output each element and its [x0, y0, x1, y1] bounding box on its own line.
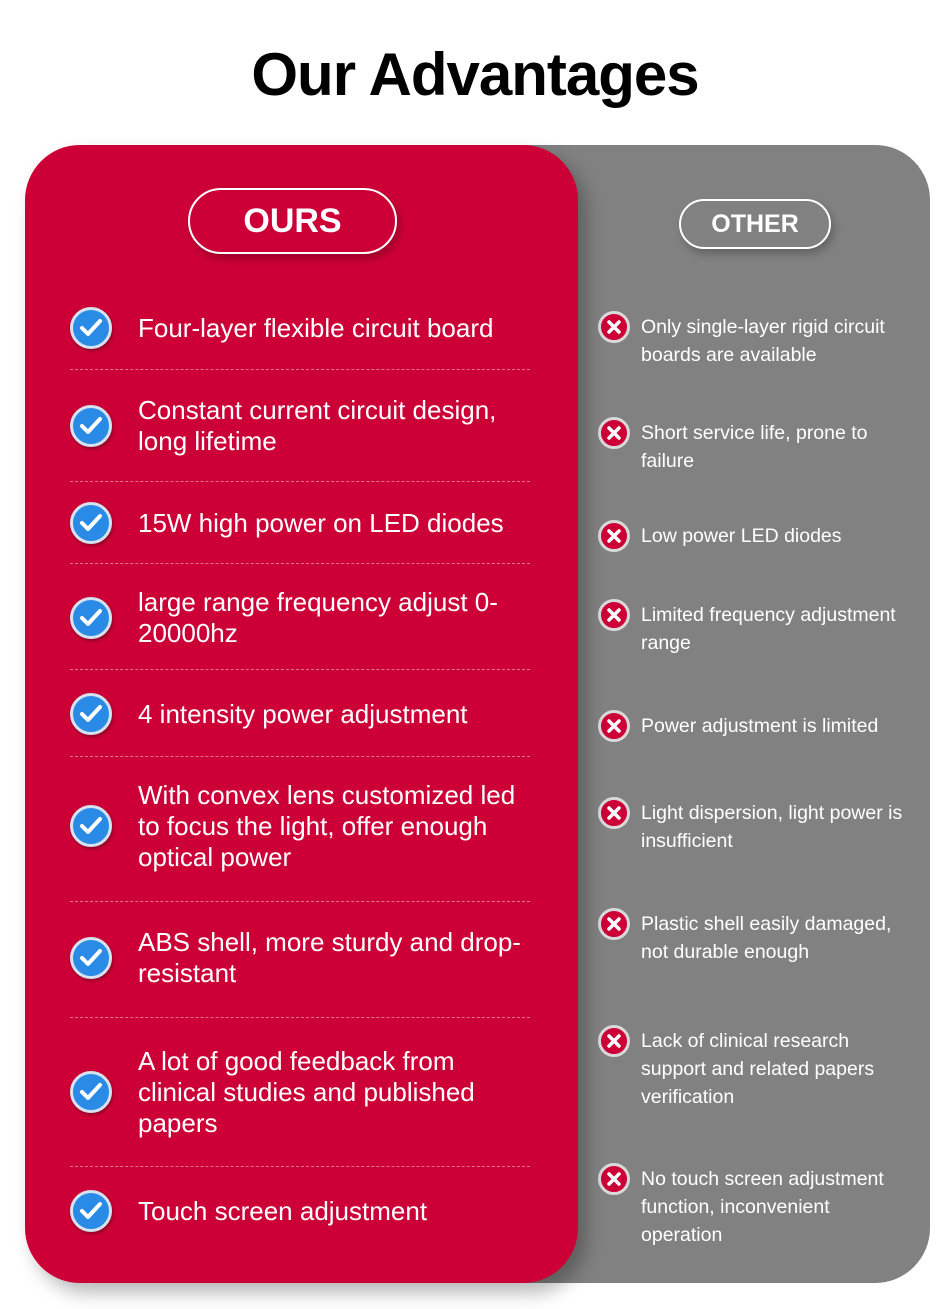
- other-item: [598, 419, 908, 475]
- ours-item-text: 4 intensity power adjustment: [138, 698, 468, 729]
- other-item: [598, 799, 908, 855]
- ours-item-text: With convex lens customized led to focus the light, offer enough optical power: [138, 779, 516, 872]
- x-icon: [598, 1163, 630, 1195]
- divider: [70, 1017, 530, 1018]
- x-icon: [598, 710, 630, 742]
- ours-item-text: Four-layer flexible circuit board: [138, 312, 494, 343]
- divider: [70, 563, 530, 564]
- ours-item: [70, 1187, 530, 1235]
- check-icon: [70, 405, 112, 447]
- ours-item-text: ABS shell, more sturdy and drop-resistant: [138, 927, 521, 988]
- x-icon: [598, 520, 630, 552]
- ours-item-text: 15W high power on LED diodes: [138, 507, 504, 538]
- divider: [70, 1166, 530, 1167]
- check-icon: [70, 937, 112, 979]
- page-title: Our Advantages: [251, 41, 699, 108]
- check-icon: [70, 1071, 112, 1113]
- ours-item-text: Constant current circuit design, long lifetime: [138, 395, 497, 456]
- check-icon: [70, 597, 112, 639]
- other-item-text: Lack of clinical research support and related papers verification: [641, 1030, 875, 1108]
- ours-panel: [25, 145, 578, 1283]
- ours-item: [70, 304, 530, 352]
- ours-item-text: A lot of good feedback from clinical studies and published papers: [138, 1045, 475, 1138]
- other-panel: [520, 145, 930, 1283]
- check-icon: [70, 693, 112, 735]
- ours-item: [70, 927, 530, 988]
- ours-item: [70, 690, 530, 738]
- other-item-text: Limited frequency adjustment range: [641, 604, 896, 654]
- divider: [70, 669, 530, 670]
- check-icon: [70, 1190, 112, 1232]
- other-item-text: Low power LED diodes: [641, 525, 842, 547]
- check-icon: [70, 307, 112, 349]
- check-icon: [70, 502, 112, 544]
- other-item: [598, 313, 908, 369]
- divider: [70, 369, 530, 370]
- divider: [70, 901, 530, 902]
- ours-item: [70, 587, 530, 648]
- x-icon: [598, 797, 630, 829]
- other-item: [598, 1027, 908, 1111]
- other-label: OTHER: [679, 199, 831, 249]
- other-item-text: Plastic shell easily damaged, not durable enough: [641, 913, 892, 963]
- other-item: [598, 712, 908, 742]
- x-icon: [598, 599, 630, 631]
- x-icon: [598, 1025, 630, 1057]
- ours-item: [70, 1045, 530, 1138]
- other-item: [598, 601, 908, 657]
- other-item-text: Short service life, prone to failure: [641, 422, 868, 472]
- ours-item-text: Touch screen adjustment: [138, 1195, 428, 1226]
- ours-item-text: large range frequency adjust 0-20000hz: [138, 587, 498, 648]
- other-item-text: No touch screen adjustment function, inconvenient operation: [641, 1168, 884, 1246]
- x-icon: [598, 417, 630, 449]
- x-icon: [598, 311, 630, 343]
- other-item: [598, 522, 908, 552]
- ours-item: [70, 779, 530, 872]
- other-item-text: Light dispersion, light power is insufficient: [641, 802, 903, 852]
- other-item: [598, 1165, 908, 1249]
- divider: [70, 756, 530, 757]
- ours-item: [70, 499, 530, 547]
- other-item-text: Power adjustment is limited: [641, 715, 879, 737]
- x-icon: [598, 908, 630, 940]
- other-item: [598, 910, 908, 966]
- check-icon: [70, 805, 112, 847]
- divider: [70, 481, 530, 482]
- other-item-text: Only single-layer rigid circuit boards are available: [641, 316, 885, 366]
- ours-label: OURS: [188, 188, 397, 254]
- ours-item: [70, 395, 530, 456]
